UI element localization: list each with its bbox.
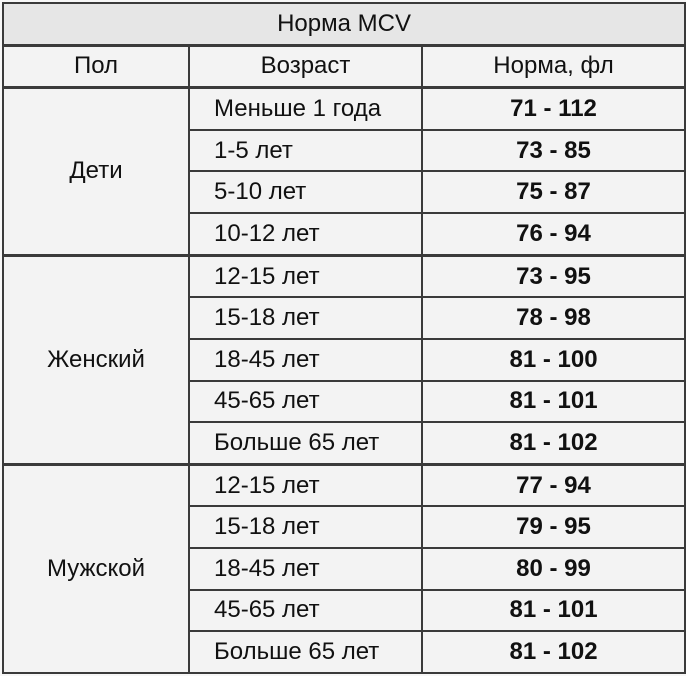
norm-cell: 78 - 98 [422, 297, 685, 339]
norm-cell: 73 - 85 [422, 130, 685, 172]
table-row [3, 464, 685, 506]
norm-cell: 79 - 95 [422, 506, 685, 548]
norm-cell: 81 - 102 [422, 631, 685, 673]
age-cell: 15-18 лет [189, 297, 422, 339]
mcv-norm-table [2, 2, 686, 674]
age-cell: Больше 65 лет [189, 422, 422, 464]
age-cell: 18-45 лет [189, 548, 422, 590]
age-cell: 5-10 лет [189, 171, 422, 213]
title-row [3, 3, 685, 45]
norm-cell: 75 - 87 [422, 171, 685, 213]
age-cell: 10-12 лет [189, 213, 422, 255]
norm-cell: 71 - 112 [422, 88, 685, 130]
age-cell: 1-5 лет [189, 130, 422, 172]
group-label-female: Женский [3, 255, 189, 464]
age-cell: 45-65 лет [189, 381, 422, 423]
norm-cell: 81 - 102 [422, 422, 685, 464]
norm-cell: 81 - 101 [422, 381, 685, 423]
group-label-male: Мужской [3, 464, 189, 673]
table-title: Норма MCV [3, 3, 685, 45]
norm-cell: 77 - 94 [422, 464, 685, 506]
table-row [3, 88, 685, 130]
age-cell: Больше 65 лет [189, 631, 422, 673]
norm-cell: 73 - 95 [422, 255, 685, 297]
age-cell: 15-18 лет [189, 506, 422, 548]
header-norm: Норма, фл [422, 45, 685, 88]
age-cell: 12-15 лет [189, 464, 422, 506]
norm-cell: 81 - 100 [422, 339, 685, 381]
header-sex: Пол [3, 45, 189, 88]
norm-cell: 76 - 94 [422, 213, 685, 255]
age-cell: 18-45 лет [189, 339, 422, 381]
mcv-table-container [2, 2, 684, 674]
table-row [3, 255, 685, 297]
norm-cell: 81 - 101 [422, 590, 685, 632]
header-row [3, 45, 685, 88]
group-label-children: Дети [3, 88, 189, 255]
norm-cell: 80 - 99 [422, 548, 685, 590]
header-age: Возраст [189, 45, 422, 88]
age-cell: 12-15 лет [189, 255, 422, 297]
age-cell: Меньше 1 года [189, 88, 422, 130]
age-cell: 45-65 лет [189, 590, 422, 632]
